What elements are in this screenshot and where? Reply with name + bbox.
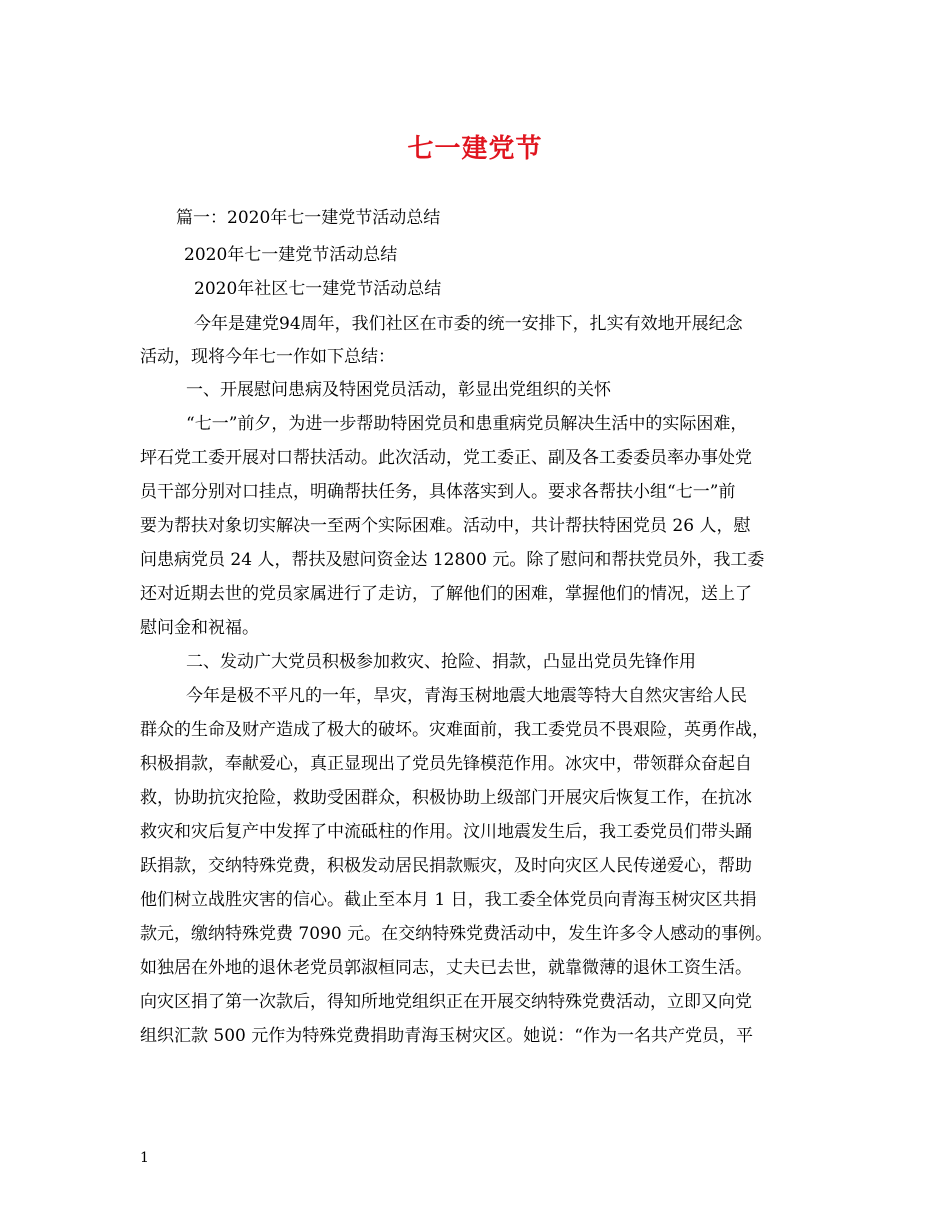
- paragraph-line: 要为帮扶对象切实解决一至两个实际困难。活动中，共计帮扶特困党员 26 人，慰: [140, 516, 751, 536]
- paragraph-line: 2020年社区七一建党节活动总结: [194, 279, 442, 299]
- paragraph-line: 救灾和灾后复产中发挥了中流砥柱的作用。汶川地震发生后，我工委党员们带头踊: [140, 822, 752, 842]
- paragraph-line: 慰问金和祝福。: [140, 618, 259, 638]
- paragraph-line: 员干部分别对口挂点，明确帮扶任务，具体落实到人。要求各帮扶小组“七一”前: [140, 482, 736, 502]
- paragraph-line: 群众的生命及财产造成了极大的破坏。灾难面前，我工委党员不畏艰险，英勇作战，: [140, 720, 769, 740]
- section-heading: 一、开展慰问患病及特困党员活动，彰显出党组织的关怀: [186, 380, 611, 400]
- paragraph-line: 款元，缴纳特殊党费 7090 元。在交纳特殊党费活动中，发生许多令人感动的事例。: [140, 924, 773, 944]
- paragraph-line: 篇一：2020年七一建党节活动总结: [176, 208, 441, 228]
- paragraph-line: 救，协助抗灾抢险，救助受困群众，积极协助上级部门开展灾后恢复工作，在抗冰: [140, 788, 752, 808]
- paragraph-line: 今年是建党94周年，我们社区在市委的统一安排下，扎实有效地开展纪念: [194, 314, 743, 334]
- paragraph-line: 组织汇款 500 元作为特殊党费捐助青海玉树灾区。她说：“作为一名共产党员，平: [140, 1026, 753, 1046]
- paragraph-line: “七一”前夕，为进一步帮助特困党员和患重病党员解决生活中的实际困难，: [186, 414, 748, 434]
- paragraph-line: 如独居在外地的退休老党员郭淑桓同志，丈夫已去世，就靠微薄的退休工资生活。: [140, 958, 752, 978]
- paragraph-line: 他们树立战胜灾害的信心。截止至本月 1 日，我工委全体党员向青海玉树灾区共捐: [140, 890, 757, 910]
- page-number: 1: [140, 1150, 149, 1166]
- paragraph-line: 积极捐款，奉献爱心，真正显现出了党员先锋模范作用。冰灾中，带领群众奋起自: [140, 754, 752, 774]
- document-title: 七一建党节: [407, 134, 543, 164]
- paragraph-line: 问患病党员 24 人，帮扶及慰问资金达 12800 元。除了慰问和帮扶党员外，我工委: [140, 550, 765, 570]
- paragraph-line: 向灾区捐了第一次款后，得知所地党组织正在开展交纳特殊党费活动，立即又向党: [140, 992, 752, 1012]
- section-heading: 二、发动广大党员积极参加救灾、抢险、捐款，凸显出党员先锋作用: [186, 652, 696, 672]
- paragraph-line: 活动，现将今年七一作如下总结：: [140, 347, 395, 367]
- paragraph-line: 今年是极不平凡的一年，旱灾，青海玉树地震大地震等特大自然灾害给人民: [186, 686, 747, 706]
- paragraph-line: 还对近期去世的党员家属进行了走访，了解他们的困难，掌握他们的情况，送上了: [140, 584, 752, 604]
- paragraph-line: 坪石党工委开展对口帮扶活动。此次活动，党工委正、副及各工委委员率办事处党: [140, 448, 752, 468]
- paragraph-line: 跃捐款，交纳特殊党费，积极发动居民捐款赈灾，及时向灾区人民传递爱心，帮助: [140, 856, 752, 876]
- paragraph-line: 2020年七一建党节活动总结: [184, 245, 398, 265]
